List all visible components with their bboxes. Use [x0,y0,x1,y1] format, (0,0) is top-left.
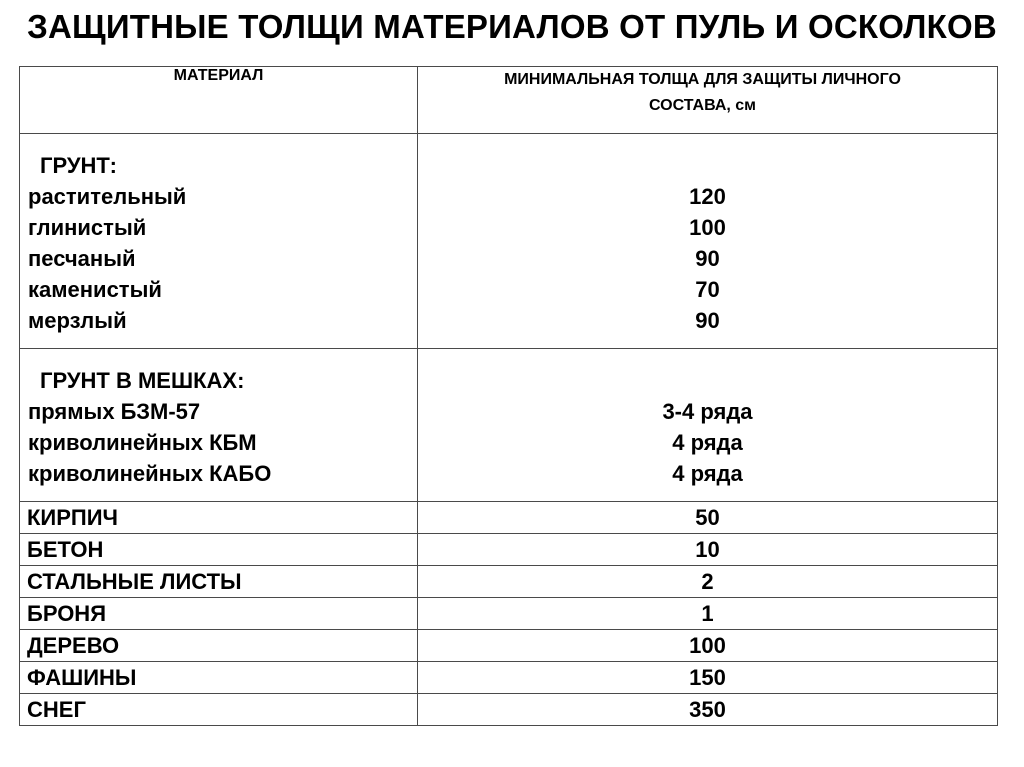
item-name: песчаный [28,246,136,271]
group-row-soil [20,134,998,349]
spacer [418,150,997,181]
row-value: 50 [418,502,998,534]
page-title: ЗАЩИТНЫЕ ТОЛЩИ МАТЕРИАЛОВ ОТ ПУЛЬ И ОСКОЛКОВ [27,8,997,45]
table-row [20,630,998,662]
item-value: 90 [695,246,720,271]
table-row [20,598,998,630]
row-value: 2 [418,566,998,598]
materials-table [19,66,998,726]
item-value: 3-4 ряда [662,399,753,424]
header-thickness: МИНИМАЛЬНАЯ ТОЛЩА ДЛЯ ЗАЩИТЫ ЛИЧНОГО СОСТАВА, см [418,67,998,134]
item-name: криволинейных КАБО [28,461,272,486]
item-name: прямых БЗМ-57 [28,399,201,424]
group-row-soil-bags [20,349,998,502]
item-name: криволинейных КБМ [28,430,257,455]
row-value: 1 [418,598,998,630]
item-name: глинистый [28,215,147,240]
group-names [20,349,418,502]
header-material: МАТЕРИАЛ [20,67,418,134]
row-name: КИРПИЧ [20,502,418,534]
table-row [20,502,998,534]
table-header-row [20,67,998,134]
row-name: ФАШИНЫ [20,662,418,694]
row-name: СНЕГ [20,694,418,726]
row-name: БЕТОН [20,534,418,566]
item-value: 100 [689,215,726,240]
group-values [418,134,998,349]
table-row [20,662,998,694]
row-name: БРОНЯ [20,598,418,630]
item-value: 90 [695,308,720,333]
row-name: СТАЛЬНЫЕ ЛИСТЫ [20,566,418,598]
row-value: 350 [418,694,998,726]
row-name: ДЕРЕВО [20,630,418,662]
group-values [418,349,998,502]
item-value: 70 [695,277,720,302]
spacer [418,365,997,396]
item-value: 120 [689,184,726,209]
table-row [20,534,998,566]
row-value: 150 [418,662,998,694]
group-heading: ГРУНТ: [40,153,117,178]
table-row [20,566,998,598]
group-heading: ГРУНТ В МЕШКАХ: [40,368,245,393]
item-name: мерзлый [28,308,127,333]
item-name: растительный [28,184,187,209]
row-value: 10 [418,534,998,566]
item-value: 4 ряда [672,461,743,486]
table-row [20,694,998,726]
row-value: 100 [418,630,998,662]
item-value: 4 ряда [672,430,743,455]
item-name: каменистый [28,277,162,302]
group-names [20,134,418,349]
